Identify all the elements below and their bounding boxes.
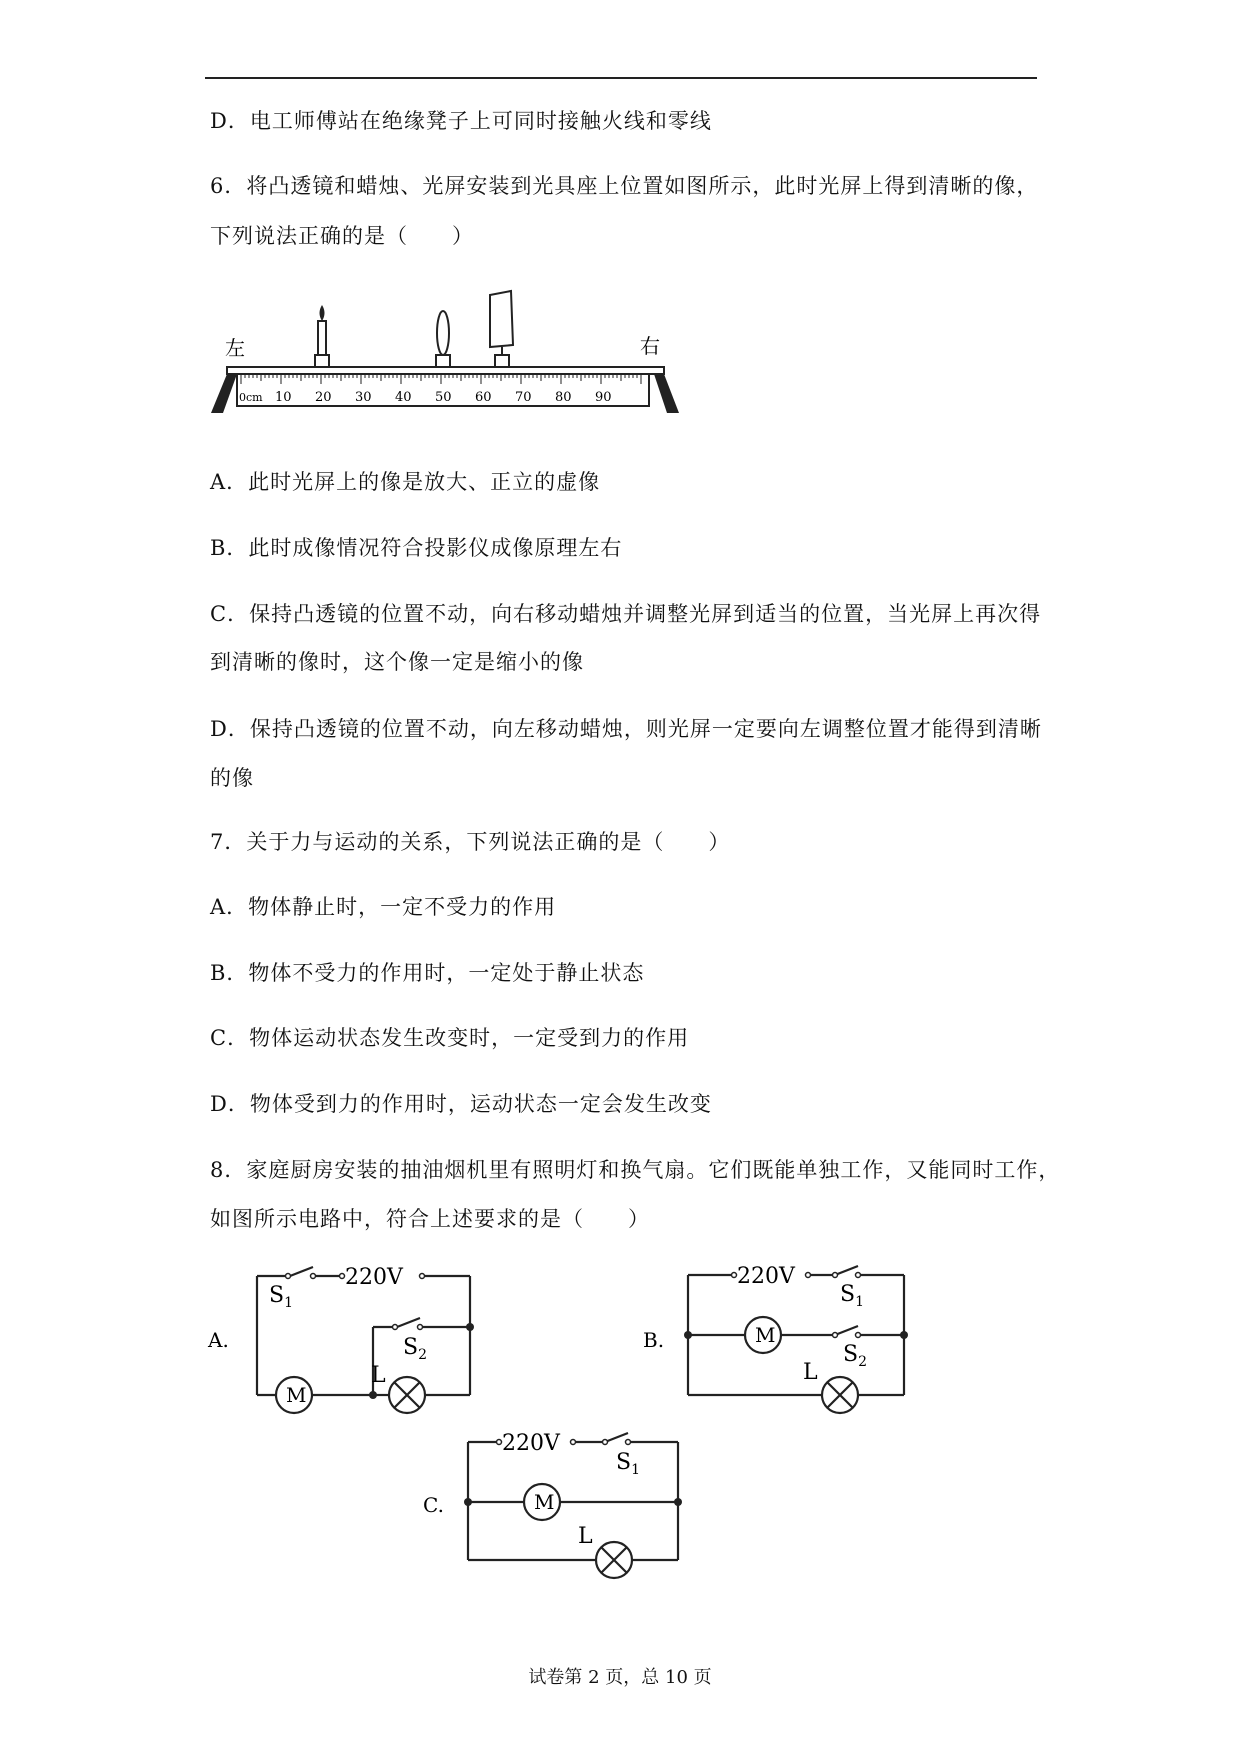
ruler-label-40: 40 [395, 390, 412, 405]
q8-stem-line1: 8．家庭厨房安装的抽油烟机里有照明灯和换气扇。它们既能单独工作，又能同时工作， [210, 1158, 1061, 1182]
ruler-label-80: 80 [555, 390, 572, 405]
q6-option-c-line2: 到清晰的像时，这个像一定是缩小的像 [210, 650, 584, 674]
circuit-c-s1: $S_1$ [616, 1450, 640, 1478]
q8-stem-line2: 如图所示电路中，符合上述要求的是（ ） [210, 1207, 650, 1231]
convex-lens [436, 311, 450, 367]
q6-stem-line1: 6．将凸透镜和蜡烛、光屏安装到光具座上位置如图所示，此时光屏上得到清晰的像， [210, 174, 1039, 198]
circuit-a-label: A. [208, 1328, 229, 1352]
circuit-a-s2: $S_2$ [403, 1335, 427, 1363]
q6-stem-line2: 下列说法正确的是（ ） [210, 224, 474, 248]
q6-option-c-line1: C．保持凸透镜的位置不动，向右移动蜡烛并调整光屏到适当的位置，当光屏上再次得 [210, 602, 1042, 626]
q7-option-d: D．物体受到力的作用时，运动状态一定会发生改变 [210, 1092, 712, 1116]
ruler-label-50: 50 [435, 390, 452, 405]
circuit-b-voltage: 220V [737, 1264, 795, 1289]
q5-option-d: D．电工师傅站在绝缘凳子上可同时接触火线和零线 [210, 109, 712, 133]
circuit-a-lamp-label: L [371, 1363, 386, 1388]
page-footer: 试卷第 2 页，总 10 页 [528, 1667, 712, 1688]
circuit-c-voltage: 220V [502, 1431, 560, 1456]
candle [315, 305, 329, 367]
ruler-label-30: 30 [355, 390, 372, 405]
ruler-label-60: 60 [475, 390, 492, 405]
ruler-label-10: 10 [275, 390, 292, 405]
q7-option-a: A．物体静止时，一定不受力的作用 [210, 895, 557, 919]
right-leg [654, 374, 679, 413]
ruler-label-20: 20 [315, 390, 332, 405]
circuit-c [420, 1420, 700, 1585]
circuit-c-label: C. [423, 1493, 444, 1517]
circuit-b [640, 1255, 920, 1420]
q7-option-b: B．物体不受力的作用时，一定处于静止状态 [210, 961, 645, 985]
q6-option-d-line1: D．保持凸透镜的位置不动，向左移动蜡烛，则光屏一定要向左调整位置才能得到清晰 [210, 717, 1042, 741]
left-label: 左 [225, 336, 245, 360]
circuit-b-lamp-label: L [803, 1360, 818, 1385]
ruler-label-70: 70 [515, 390, 532, 405]
rail [227, 367, 664, 374]
q6-option-a: A．此时光屏上的像是放大、正立的虚像 [210, 470, 601, 494]
ruler-label-90: 90 [595, 390, 612, 405]
circuit-b-s1: $S_1$ [840, 1282, 864, 1310]
circuit-a-motor-label: M [286, 1383, 307, 1407]
circuit-c-lamp-label: L [578, 1524, 593, 1549]
q7-option-c: C．物体运动状态发生改变时，一定受到力的作用 [210, 1026, 690, 1050]
header-rule [205, 77, 1037, 79]
circuit-b-motor-label: M [755, 1323, 776, 1347]
right-label: 右 [640, 334, 660, 358]
circuit-a-s1: $S_1$ [269, 1283, 293, 1311]
q7-stem: 7．关于力与运动的关系，下列说法正确的是（ ） [210, 830, 731, 854]
circuit-b-s2: $S_2$ [843, 1342, 867, 1370]
q6-option-d-line2: 的像 [210, 766, 254, 790]
circuit-a-voltage: 220V [345, 1265, 403, 1290]
light-screen [490, 291, 513, 367]
circuit-a [205, 1255, 485, 1420]
circuit-b-label: B. [643, 1328, 665, 1352]
q6-option-b: B．此时成像情况符合投影仪成像原理左右 [210, 536, 623, 560]
circuit-c-motor-label: M [534, 1490, 555, 1514]
ruler-label-0: 0cm [239, 391, 263, 404]
left-leg [211, 374, 237, 413]
optical-bench-figure [205, 285, 685, 420]
